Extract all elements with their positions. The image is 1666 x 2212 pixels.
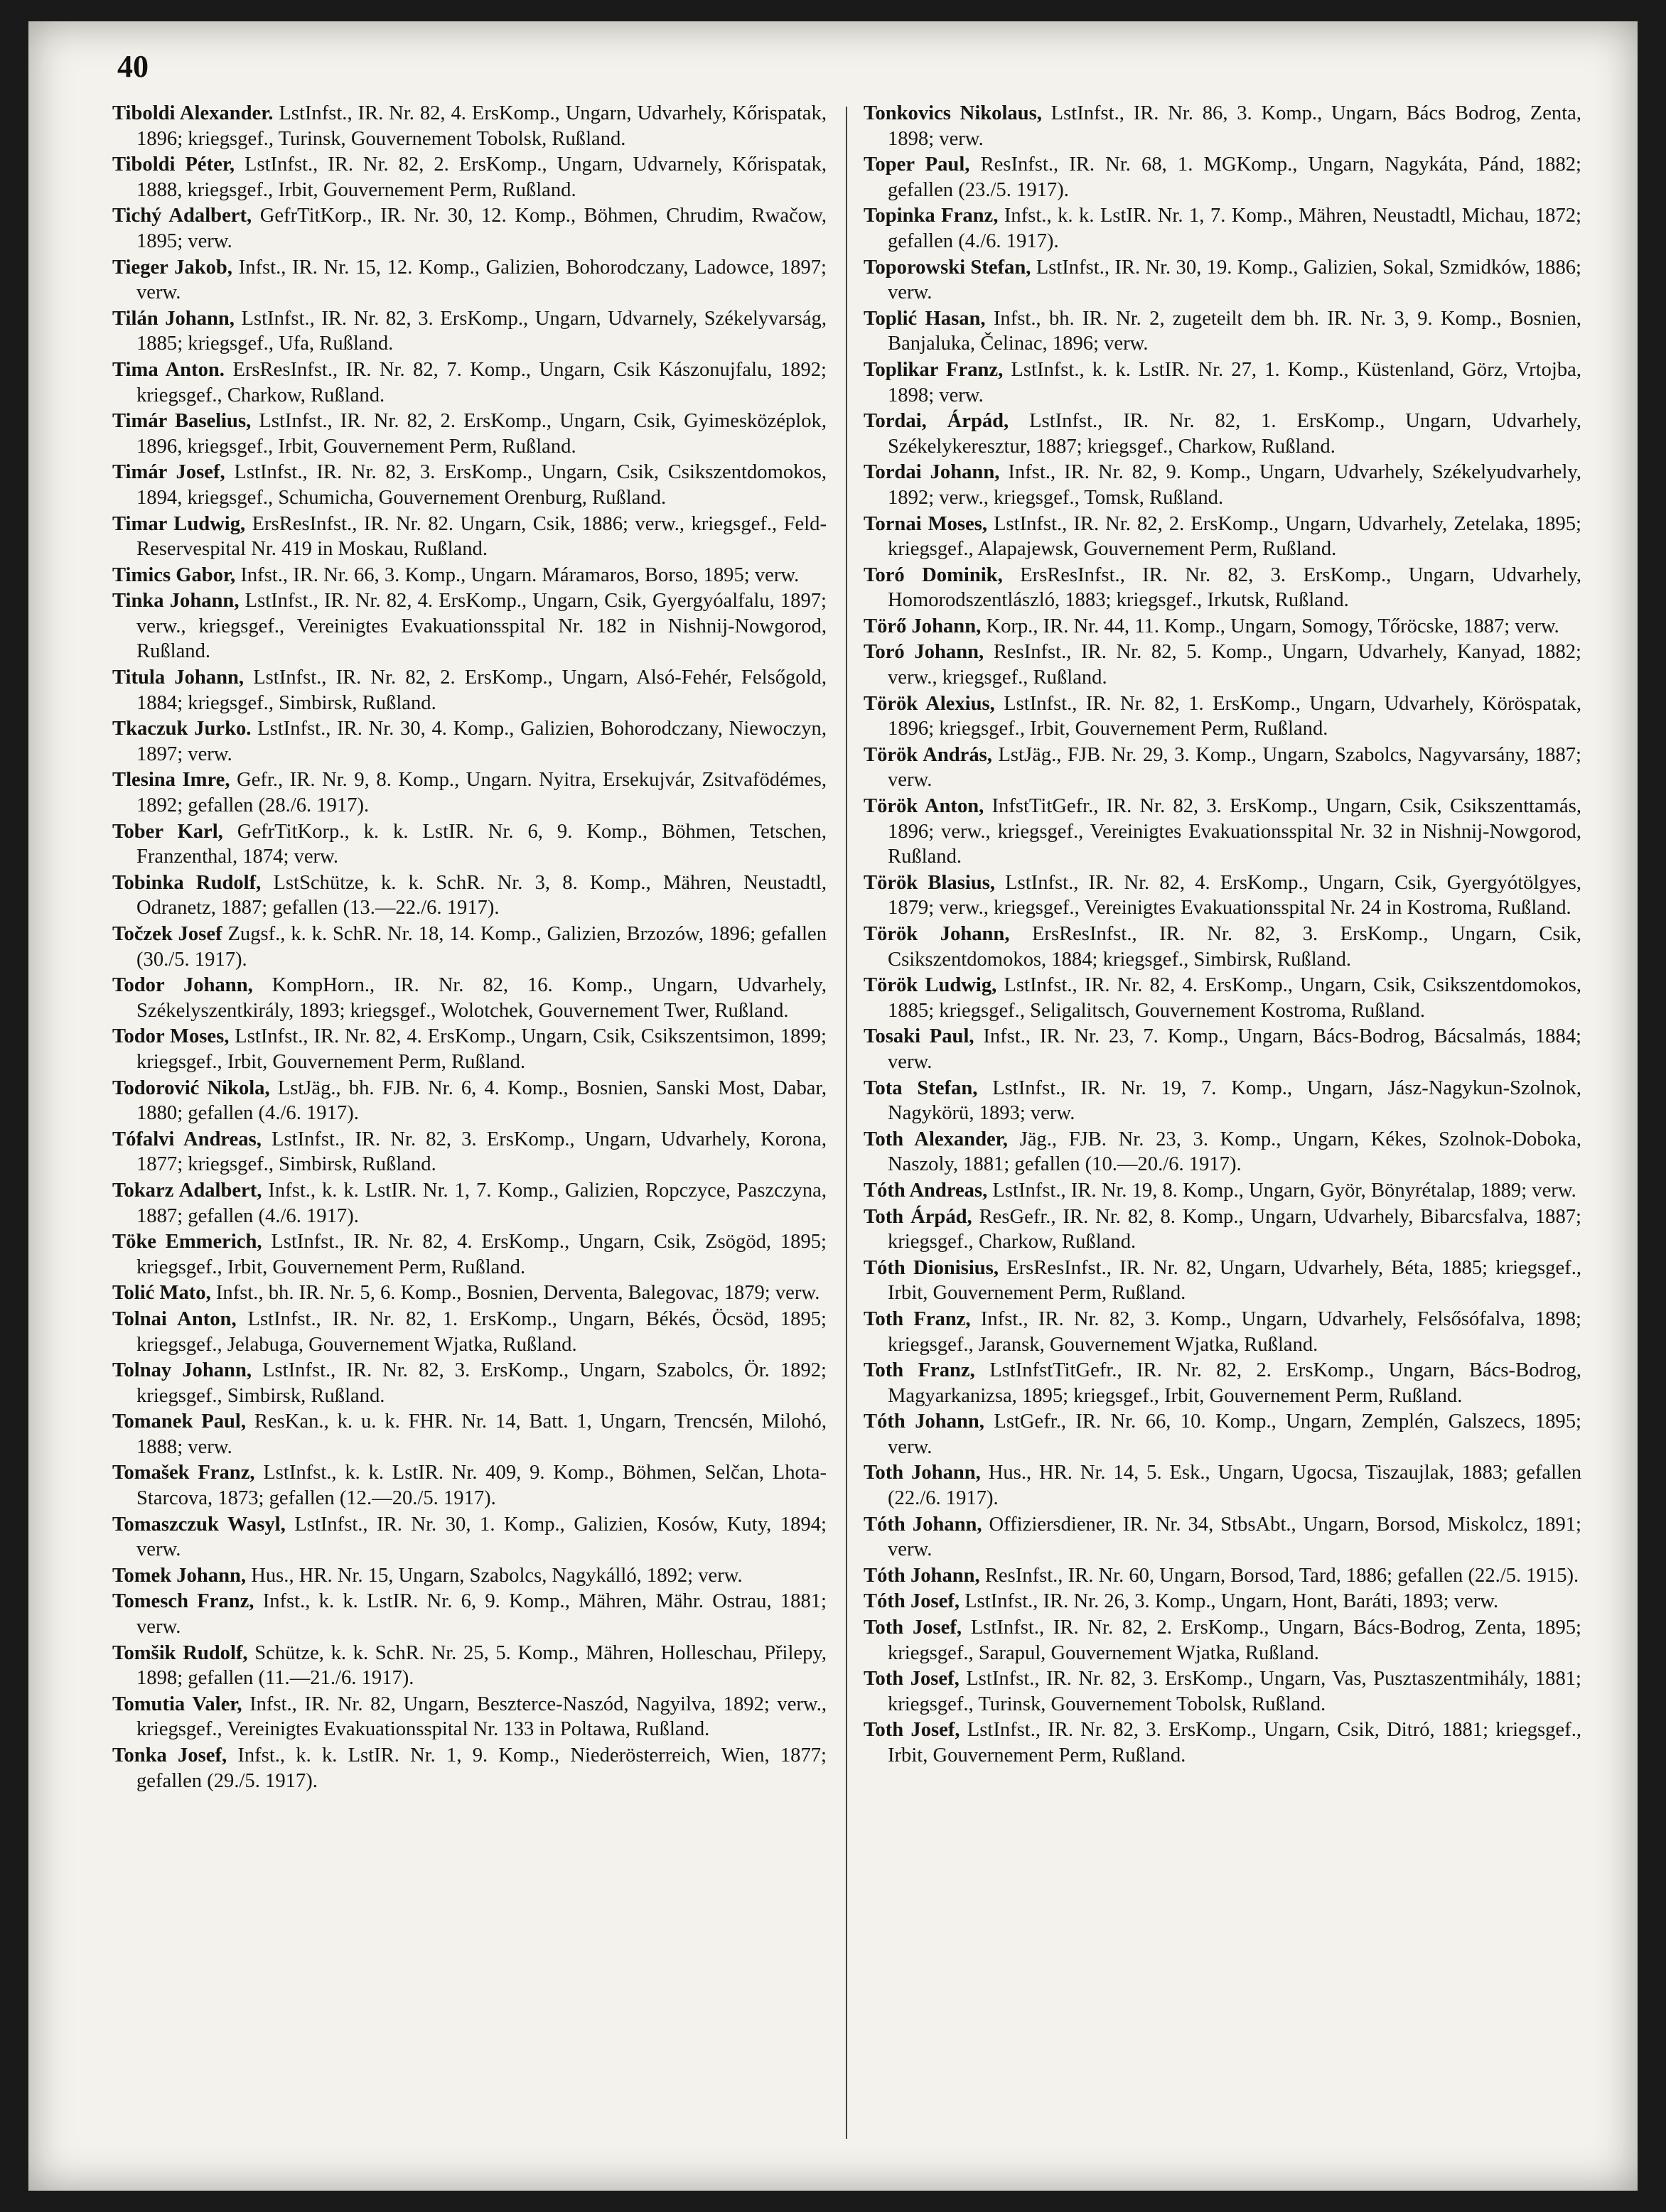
entry-name: Tobinka Rudolf, (112, 871, 262, 894)
entry-name: Timar Ludwig, (112, 512, 246, 535)
list-entry (864, 870, 1581, 921)
list-entry (864, 357, 1581, 408)
entry-details: LstInfst., IR. Nr. 30, 4. Komp., Galizien, Bohorodczany, Niewoczyn, 1897; verw. (136, 718, 827, 765)
entry-name: Tóth Johann, (864, 1513, 982, 1536)
list-entry (112, 1127, 827, 1177)
list-entry (112, 152, 827, 203)
entry-name: Toró Dominik, (864, 563, 1003, 586)
entry-details: LstInfst., IR. Nr. 30, 1. Komp., Galizien, Kosów, Kuty, 1894; verw. (136, 1513, 827, 1561)
entry-name: Tonkovics Nikolaus, (864, 102, 1042, 124)
entry-name: Tolnai Anton, (112, 1307, 237, 1330)
entry-name: Tóth Johann, (864, 1410, 984, 1433)
entry-name: Tordai, Árpád, (864, 410, 1009, 433)
entry-name: Timics Gabor, (112, 563, 236, 586)
entry-details: ResKan., k. u. k. FHR. Nr. 14, Batt. 1, Ungarn, Trencsén, Milohó, 1888; verw. (136, 1410, 827, 1458)
entry-details: Schütze, k. k. SchR. Nr. 25, 5. Komp., Mähren, Holleschau, Přilepy, 1898; gefallen (11.—21./6. 1917). (136, 1641, 827, 1690)
list-entry (112, 1743, 827, 1793)
entry-details: LstInfst., IR. Nr. 82, 2. ErsKomp., Ungarn, Alsó-Fehér, Felsőgold, 1884; kriegsgef., Simbirsk, Rußland. (136, 667, 827, 714)
entry-details: LstInfst., IR. Nr. 82, 3. ErsKomp., Ungarn, Csik, Ditró, 1881; kriegsgef., Irbit, Gouvernement Perm, Rußland. (888, 1719, 1581, 1766)
list-entry (112, 306, 827, 357)
entry-name: Toplić Hasan, (864, 307, 986, 330)
entry-name: Tomanek Paul, (112, 1410, 247, 1433)
entry-details: LstInfst., IR. Nr. 82, 2. ErsKomp., Ungarn, Bács-Bodrog, Zenta, 1895; kriegsgef., Sarapul, Gouvernement Wjatka, Rußland. (888, 1617, 1582, 1664)
entry-name: Tiboldi Alexander. (112, 102, 274, 124)
entry-details: LstGefr., IR. Nr. 66, 10. Komp., Ungarn, Zemplén, Galszecs, 1895; verw. (888, 1410, 1581, 1458)
entry-name: Toporowski Stefan, (864, 256, 1031, 279)
list-entry (112, 1178, 827, 1229)
list-entry (112, 1460, 827, 1511)
entry-details: LstInfst., IR. Nr. 26, 3. Komp., Ungarn, Hont, Baráti, 1893; verw. (964, 1590, 1499, 1613)
entry-name: Toth Árpád, (864, 1205, 972, 1228)
list-entry (864, 1409, 1581, 1460)
entry-name: Tilán Johann, (112, 307, 235, 330)
list-entry (864, 1615, 1581, 1666)
entry-details: LstInfst., IR. Nr. 82, 3. ErsKomp., Ungarn, Csik, Csikszentdomokos, 1894, kriegsgef., Schumicha, Gouvernement Orenburg, Rußland. (136, 461, 827, 509)
entry-name: Toth Franz, (864, 1359, 975, 1382)
list-entry (112, 1641, 827, 1691)
entry-name: Tóth Dionisius, (864, 1256, 999, 1279)
list-entry (864, 101, 1581, 151)
list-entry (864, 1589, 1581, 1614)
entry-name: Török Ludwig, (864, 974, 997, 997)
entry-name: Török András, (864, 743, 992, 766)
entry-name: Tomutia Valer, (112, 1693, 242, 1715)
entry-details: Hus., HR. Nr. 15, Ungarn, Szabolcs, Nagykálló, 1892; verw. (251, 1564, 743, 1587)
entry-details: LstInfst., IR. Nr. 82, 2. ErsKomp., Ungarn, Csik, Gyimesközéplok, 1896, kriegsgef., Irbit, Gouvernement Perm, Rußland. (136, 410, 827, 458)
list-entry (112, 1409, 827, 1460)
entry-details: Hus., HR. Nr. 14, 5. Esk., Ungarn, Ugocsa, Tiszaujlak, 1883; gefallen (22./6. 1917). (888, 1462, 1581, 1510)
entry-details: Infst., IR. Nr. 82, 9. Komp., Ungarn, Udvarhely, Székelyudvarhely, 1892; verw., kriegsgef., Tomsk, Rußland. (888, 461, 1581, 509)
entry-name: Timár Baselius, (112, 410, 252, 433)
list-entry (864, 1307, 1581, 1357)
entry-details: Infst., IR. Nr. 82, Ungarn, Beszterce-Naszód, Nagyilva, 1892; verw., kriegsgef., Vereinigtes Evakuationsspital Nr. 133 in Poltawa, Rußland. (136, 1693, 827, 1741)
list-entry (112, 588, 827, 664)
list-entry (864, 1666, 1581, 1717)
list-entry (112, 460, 827, 510)
entry-details: LstInfst., IR. Nr. 86, 3. Komp., Ungarn, Bács Bodrog, Zenta, 1898; verw. (888, 102, 1581, 150)
document-page (28, 21, 1638, 2191)
entry-name: Török Johann, (864, 923, 1010, 945)
entry-name: Todor Moses, (112, 1025, 230, 1048)
list-entry (864, 203, 1581, 254)
entry-details: LstInfst., IR. Nr. 19, 7. Komp., Ungarn, Jász-Nagykun-Szolnok, Nagykörü, 1893; verw. (888, 1077, 1581, 1125)
entry-details: Offiziersdiener, IR. Nr. 34, StbsAbt., Ungarn, Borsod, Miskolcz, 1891; verw. (888, 1513, 1581, 1561)
entry-details: GefrTitKorp., k. k. LstIR. Nr. 6, 9. Komp., Böhmen, Tetschen, Franzenthal, 1874; verw. (136, 820, 827, 868)
entry-name: Toth Johann, (864, 1462, 981, 1484)
entry-name: Törő Johann, (864, 615, 982, 637)
entry-details: Jäg., FJB. Nr. 23, 3. Komp., Ungarn, Kékes, Szolnok-Doboka, Naszoly, 1881; gefallen (10.—20./6. 1917). (888, 1128, 1581, 1176)
list-entry (864, 1512, 1581, 1563)
list-entry (112, 870, 827, 921)
entry-details: ErsResInfst., IR. Nr. 82, 3. ErsKomp., Ungarn, Udvarhely, Homorodszentlászló, 1883; kriegsgef., Irkutsk, Rußland. (888, 563, 1581, 612)
list-entry (864, 152, 1581, 203)
list-entry (112, 1076, 827, 1126)
entry-details: ResInfst., IR. Nr. 60, Ungarn, Borsod, Tard, 1886; gefallen (22./5. 1915). (984, 1564, 1579, 1587)
entry-name: Tota Stefan, (864, 1077, 978, 1099)
entry-details: Infst., IR. Nr. 23, 7. Komp., Ungarn, Bács-Bodrog, Bácsalmás, 1884; verw. (888, 1025, 1581, 1073)
entry-name: Tolić Mato, (112, 1282, 211, 1305)
entry-name: Tordai Johann, (864, 461, 1000, 484)
list-entry (112, 101, 827, 151)
entry-details: ResGefr., IR. Nr. 82, 8. Komp., Ungarn, Udvarhely, Bibarcsfalva, 1887; kriegsgef., Charkow, Rußland. (888, 1205, 1581, 1253)
list-entry (864, 409, 1581, 459)
entry-details: LstInfst., IR. Nr. 82, 4. ErsKomp., Ungarn, Csik, Csikszentdomokos, 1885; kriegsgef., Seligalitsch, Gouvernement Kostroma, Rußland. (888, 974, 1582, 1022)
list-entry (112, 203, 827, 254)
entry-details: LstInfst., IR. Nr. 82, 2. ErsKomp., Ungarn, Udvarnely, Kőrispatak, 1888, kriegsgef., Irbit, Gouvernement Perm, Rußland. (136, 153, 827, 201)
entry-details: LstInfst., IR. Nr. 82, 4. ErsKomp., Ungarn, Udvarhely, Kőrispatak, 1896; kriegsgef., Turinsk, Gouvernement Tobolsk, Rußland. (136, 102, 827, 150)
entry-name: Toth Josef, (864, 1668, 960, 1690)
entry-name: Tokarz Adalbert, (112, 1179, 262, 1202)
entry-details: Infst., IR. Nr. 66, 3. Komp., Ungarn. Máramaros, Borso, 1895; verw. (240, 563, 800, 586)
page-number: 40 (117, 49, 149, 84)
list-entry (864, 1178, 1581, 1204)
entry-name: Todorović Nikola, (112, 1077, 270, 1099)
entry-name: Tieger Jakob, (112, 256, 232, 279)
list-entry (864, 1127, 1581, 1177)
list-entry (864, 1717, 1581, 1768)
list-entry (864, 1204, 1581, 1255)
entry-name: Tichý Adalbert, (112, 205, 252, 227)
entry-name: Török Blasius, (864, 871, 995, 894)
list-entry (864, 614, 1581, 640)
entry-name: Tóth Andreas, (864, 1179, 988, 1202)
entry-name: Topinka Franz, (864, 205, 999, 227)
entry-name: Tomaszczuk Wasyl, (112, 1513, 286, 1536)
entry-name: Timár Josef, (112, 461, 225, 484)
entry-details: Infst., k. k. LstIR. Nr. 1, 7. Komp., Mähren, Neustadtl, Michau, 1872; gefallen (4./6. 1917). (888, 205, 1582, 252)
list-entry (112, 563, 827, 588)
list-entry (112, 1307, 827, 1357)
entry-details: LstSchütze, k. k. SchR. Nr. 3, 8. Komp., Mähren, Neustadtl, Odranetz, 1887; gefallen (13.—22./6. 1917). (136, 871, 827, 919)
entry-name: Toró Johann, (864, 641, 984, 664)
entry-name: Toth Alexander, (864, 1128, 1008, 1150)
entry-name: Toth Josef, (864, 1719, 960, 1742)
entry-name: Tiboldi Péter, (112, 153, 235, 176)
column-divider (846, 107, 847, 2139)
entry-name: Tima Anton. (112, 358, 225, 381)
list-entry (864, 922, 1581, 972)
entry-details: ErsResInfst., IR. Nr. 82, 3. ErsKomp., Ungarn, Csik, Csikszentdomokos, 1884; kriegsgef., Simbirsk, Rußland. (888, 923, 1581, 971)
entry-name: Tomšik Rudolf, (112, 1641, 248, 1664)
right-column (864, 101, 1581, 1769)
list-entry (864, 1076, 1581, 1126)
list-entry (864, 743, 1581, 793)
entry-details: ErsResInfst., IR. Nr. 82. Ungarn, Csik, 1886; verw., kriegsgef., Feld-Reservespital Nr. 419 in Moskau, Rußland. (136, 512, 827, 561)
entry-details: Korp., IR. Nr. 44, 11. Komp., Ungarn, Somogy, Tőröcske, 1887; verw. (986, 615, 1559, 637)
entry-details: LstInfst., IR. Nr. 82, 1. ErsKomp., Ungarn, Udvarhely, Köröspatak, 1896; kriegsgef., Irbit, Gouvernement Perm, Rußland. (888, 692, 1581, 740)
list-entry (864, 973, 1581, 1023)
entry-name: Tóth Josef, (864, 1590, 960, 1613)
entry-name: Török Alexius, (864, 692, 995, 715)
list-entry (864, 1460, 1581, 1511)
entry-details: GefrTitKorp., IR. Nr. 30, 12. Komp., Böhmen, Chrudim, Rwačow, 1895; verw. (136, 205, 827, 252)
list-entry (864, 1358, 1581, 1408)
entry-details: LstInfst., IR. Nr. 82, 4. ErsKomp., Ungarn, Csik, Gyergyóalfalu, 1897; verw., kriegsgef., Vereinigtes Evakuationsspital Nr. 182 in Nishnij-Nowgorod, Rußland. (136, 590, 827, 663)
entry-details: LstJäg., bh. FJB. Nr. 6, 4. Komp., Bosnien, Sanski Most, Dabar, 1880; gefallen (4./6. 1917). (136, 1077, 827, 1125)
left-column (112, 101, 827, 1794)
list-entry (112, 665, 827, 716)
entry-details: Infst., bh. IR. Nr. 2, zugeteilt dem bh. IR. Nr. 3, 9. Komp., Bosnien, Banjaluka, Čelinac, 1896; verw. (888, 307, 1581, 355)
entry-name: Tkaczuk Jurko. (112, 718, 252, 740)
entry-details: Infst., k. k. LstIR. Nr. 1, 9. Komp., Niederösterreich, Wien, 1877; gefallen (29./5. 1917). (136, 1744, 827, 1792)
entry-name: Toper Paul, (864, 153, 970, 176)
entry-details: LstInfst., IR. Nr. 82, 4. ErsKomp., Ungarn, Csik, Zsögöd, 1895; kriegsgef., Irbit, Gouvernement Perm, Rußland. (136, 1231, 827, 1278)
entry-details: LstInfst., IR. Nr. 82, 3. ErsKomp., Ungarn, Udvarnely, Székelyvarság, 1885; kriegsgef., Ufa, Rußland. (136, 307, 827, 355)
entry-details: InfstTitGefr., IR. Nr. 82, 3. ErsKomp., Ungarn, Csik, Csikszenttamás, 1896; verw., kriegsgef., Vereinigtes Evakuationsspital Nr. 32 in Nishnij-Nowgorod, Rußland. (888, 795, 1581, 868)
entry-details: LstInfst., IR. Nr. 82, 4. ErsKomp., Ungarn, Csik, Csikszentsimon, 1899; kriegsgef., Irbit, Gouvernement Perm, Rußland. (136, 1025, 827, 1073)
entry-details: LstInfstTitGefr., IR. Nr. 82, 2. ErsKomp., Ungarn, Bács-Bodrog, Magyarkanizsa, 1895; kriegsgef., Irbit, Gouvernement Perm, Rußland. (888, 1359, 1581, 1407)
list-entry (112, 973, 827, 1023)
entry-details: LstInfst., IR. Nr. 82, 2. ErsKomp., Ungarn, Udvarhely, Zetelaka, 1895; kriegsgef., Alapajewsk, Gouvernement Perm, Rußland. (888, 512, 1581, 561)
entry-name: Tófalvi Andreas, (112, 1128, 262, 1150)
entry-details: Gefr., IR. Nr. 9, 8. Komp., Ungarn. Nyitra, Ersekujvár, Zsitvafödémes, 1892; gefallen (28./6. 1917). (136, 769, 827, 817)
entry-name: Tomesch Franz, (112, 1590, 254, 1613)
list-entry (864, 1563, 1581, 1589)
entry-details: ResInfst., IR. Nr. 68, 1. MGKomp., Ungarn, Nagykáta, Pánd, 1882; gefallen (23./5. 1917). (888, 153, 1581, 201)
entry-details: LstInfst., k. k. LstIR. Nr. 27, 1. Komp., Küstenland, Görz, Vrtojba, 1898; verw. (888, 358, 1581, 406)
entry-details: Zugsf., k. k. SchR. Nr. 18, 14. Komp., Galizien, Brzozów, 1896; gefallen (30./5. 1917). (136, 923, 827, 971)
entry-name: Tinka Johann, (112, 590, 240, 613)
entry-name: Titula Johann, (112, 667, 244, 689)
entry-name: Töke Emmerich, (112, 1231, 262, 1253)
entry-details: Infst., k. k. LstIR. Nr. 6, 9. Komp., Mähren, Mähr. Ostrau, 1881; verw. (136, 1590, 827, 1639)
list-entry (112, 357, 827, 408)
entry-details: LstInfst., IR. Nr. 30, 19. Komp., Galizien, Sokal, Szmidków, 1886; verw. (888, 256, 1581, 304)
entry-name: Török Anton, (864, 795, 984, 818)
entry-name: Tornai Moses, (864, 512, 988, 535)
list-entry (112, 716, 827, 767)
list-entry (112, 1589, 827, 1639)
entry-name: Tomek Johann, (112, 1564, 247, 1587)
entry-details: LstInfst., IR. Nr. 82, 1. ErsKomp., Ungarn, Udvarhely, Székelykeresztur, 1887; kriegsgef., Charkow, Rußland. (888, 410, 1582, 458)
entry-details: LstInfst., IR. Nr. 82, 1. ErsKomp., Ungarn, Békés, Öcsöd, 1895; kriegsgef., Jelabuga, Gouvernement Wjatka, Rußland. (136, 1307, 827, 1356)
list-entry (864, 255, 1581, 306)
entry-name: Točzek Josef (112, 923, 222, 945)
list-entry (864, 1256, 1581, 1306)
list-entry (112, 922, 827, 972)
entry-details: Infst., IR. Nr. 82, 3. Komp., Ungarn, Udvarhely, Felsősófalva, 1898; kriegsgef., Jaransk, Gouvernement Wjatka, Rußland. (888, 1307, 1582, 1356)
list-entry (864, 640, 1581, 690)
list-entry (112, 819, 827, 870)
entry-details: Infst., k. k. LstIR. Nr. 1, 7. Komp., Galizien, Ropczyce, Paszczyna, 1887; gefallen (4./6. 1917). (136, 1179, 827, 1227)
list-entry (864, 512, 1581, 562)
list-entry (112, 1229, 827, 1280)
list-entry (864, 306, 1581, 357)
entry-name: Tober Karl, (112, 820, 223, 843)
entry-details: LstInfst., IR. Nr. 82, 4. ErsKomp., Ungarn, Csik, Gyergyótölgyes, 1879; verw., kriegsgef., Vereinigtes Evakuationsspital Nr. 24 in Kostroma, Rußland. (888, 871, 1581, 919)
entry-details: ResInfst., IR. Nr. 82, 5. Komp., Ungarn, Udvarhely, Kanyad, 1882; verw., kriegsgef., Rußland. (888, 641, 1581, 689)
entry-name: Toth Franz, (864, 1307, 971, 1330)
list-entry (112, 1692, 827, 1742)
entry-name: Tlesina Imre, (112, 769, 230, 792)
entry-details: LstInfst., k. k. LstIR. Nr. 409, 9. Komp., Böhmen, Selčan, Lhota-Starcova, 1873; gefallen (12.—20./5. 1917). (136, 1462, 827, 1510)
entry-details: ErsResInfst., IR. Nr. 82, Ungarn, Udvarhely, Béta, 1885; kriegsgef., Irbit, Gouvernement Perm, Rußland. (888, 1256, 1581, 1305)
list-entry (864, 460, 1581, 510)
list-entry (112, 512, 827, 562)
list-entry (864, 794, 1581, 870)
entry-details: LstInfst., IR. Nr. 82, 3. ErsKomp., Ungarn, Vas, Pusztaszentmihály, 1881; kriegsgef., Turinsk, Gouvernement Tobolsk, Rußland. (888, 1668, 1581, 1715)
entry-details: LstInfst., IR. Nr. 82, 3. ErsKomp., Ungarn, Szabolcs, Ör. 1892; kriegsgef., Simbirsk, Rußland. (136, 1359, 827, 1407)
list-entry (112, 1024, 827, 1074)
list-entry (112, 1512, 827, 1563)
entry-name: Tosaki Paul, (864, 1025, 974, 1048)
entry-details: KompHorn., IR. Nr. 82, 16. Komp., Ungarn, Udvarhely, Székelyszentkirály, 1893; kriegsgef., Wolotchek, Gouvernement Twer, Rußland. (136, 974, 827, 1022)
list-entry (112, 767, 827, 818)
entry-details: ErsResInfst., IR. Nr. 82, 7. Komp., Ungarn, Csik Kászonujfalu, 1892; kriegsgef., Charkow, Rußland. (136, 358, 827, 406)
entry-details: LstInfst., IR. Nr. 19, 8. Komp., Ungarn, Györ, Bönyrétalap, 1889; verw. (992, 1179, 1576, 1202)
entry-details: Infst., IR. Nr. 15, 12. Komp., Galizien, Bohorodczany, Ladowce, 1897; verw. (136, 256, 827, 304)
entry-name: Tolnay Johann, (112, 1359, 252, 1382)
list-entry (864, 1024, 1581, 1074)
list-entry (864, 691, 1581, 742)
list-entry (112, 1358, 827, 1408)
entry-name: Toth Josef, (864, 1617, 962, 1639)
entry-name: Toplikar Franz, (864, 358, 1004, 381)
entry-details: Infst., bh. IR. Nr. 5, 6. Komp., Bosnien, Derventa, Balegovac, 1879; verw. (215, 1282, 820, 1305)
list-entry (864, 563, 1581, 613)
entry-name: Todor Johann, (112, 974, 253, 997)
entry-details: LstJäg., FJB. Nr. 29, 3. Komp., Ungarn, Szabolcs, Nagyvarsány, 1887; verw. (888, 743, 1581, 792)
entry-name: Tóth Johann, (864, 1564, 980, 1587)
entry-name: Tomašek Franz, (112, 1462, 255, 1484)
list-entry (112, 1280, 827, 1306)
list-entry (112, 255, 827, 306)
list-entry (112, 409, 827, 459)
entry-name: Tonka Josef, (112, 1744, 227, 1766)
entry-details: LstInfst., IR. Nr. 82, 3. ErsKomp., Ungarn, Udvarhely, Korona, 1877; kriegsgef., Simbirsk, Rußland. (136, 1128, 827, 1176)
list-entry (112, 1563, 827, 1589)
